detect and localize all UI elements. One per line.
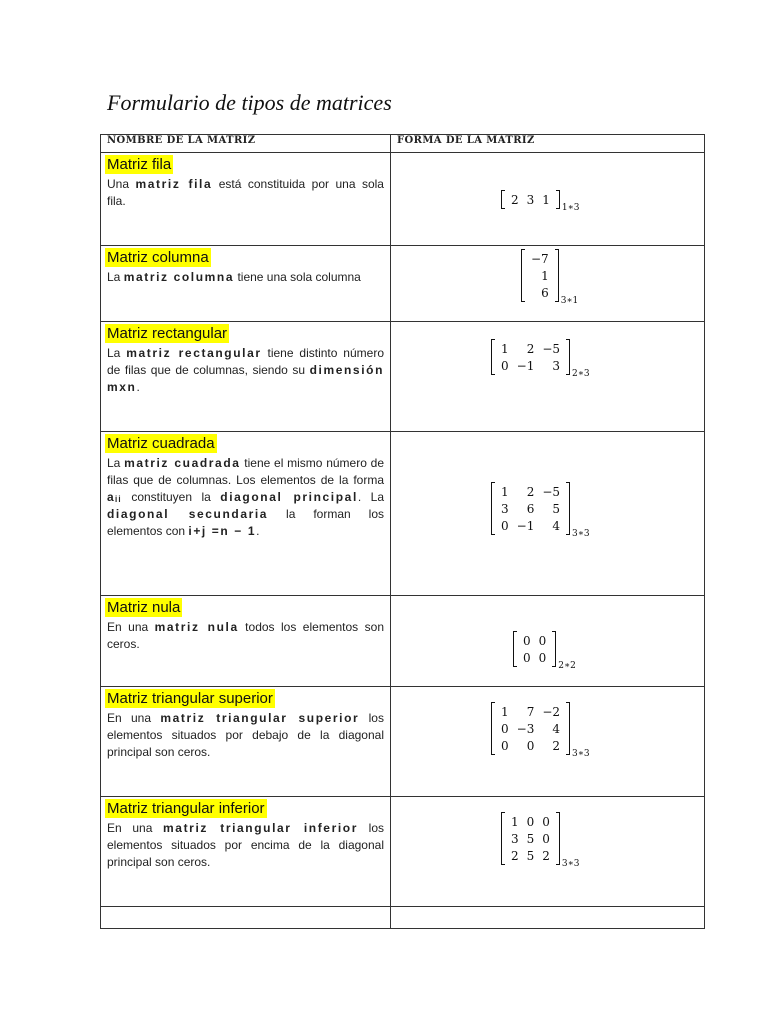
matrix-type-title: Matriz triangular superior: [107, 690, 273, 707]
matrix-element: −7: [531, 252, 549, 266]
matrix-expression: [491, 482, 590, 539]
description-text: todos los elementos son ceros.: [107, 620, 384, 651]
matrix-type-title: Matriz triangular inferior: [107, 800, 265, 817]
right-bracket: [566, 702, 570, 755]
matrix-element: 2: [552, 739, 561, 753]
table-row: [101, 687, 705, 797]
matrix-element: 1: [511, 815, 519, 829]
matrix-element: 1: [501, 342, 509, 356]
right-bracket: [556, 812, 560, 865]
matrix-element: 3: [511, 832, 519, 846]
matrix-element: −1: [516, 359, 535, 373]
matrix-form-cell: [391, 797, 705, 907]
right-bracket: [556, 190, 560, 209]
matrix-name-cell: [101, 797, 391, 907]
matrix-element: 3: [526, 193, 535, 207]
description-bold-term: matriz rectangular: [126, 346, 262, 360]
right-bracket: [555, 249, 559, 302]
matrix-name-cell: [101, 432, 391, 596]
table-row: [101, 432, 705, 596]
matrix-type-description: [107, 619, 384, 653]
description-text: .: [136, 380, 140, 394]
description-bold-term: matriz columna: [123, 270, 235, 284]
matrix-type-description: [107, 176, 384, 210]
matrix-dimension: 2∗3: [572, 369, 590, 379]
matrix-dimension: 3∗3: [572, 749, 590, 759]
right-bracket: [566, 482, 570, 535]
matrix-element: 0: [542, 815, 550, 829]
matrix-expression: [501, 812, 580, 869]
description-bold-term: matriz cuadrada: [124, 456, 241, 470]
matrix-type-title: Matriz columna: [107, 249, 209, 266]
description-bold-term: matriz fila: [135, 177, 213, 191]
matrix-expression: [513, 631, 576, 671]
description-bold-term: dimensión mxn: [107, 363, 384, 394]
matrix-type-title: Matriz fila: [107, 156, 172, 173]
matrix-element: −1: [516, 519, 535, 533]
matrix-element: 2: [511, 193, 519, 207]
table-row: [101, 153, 705, 246]
description-text: tiene una sola columna: [234, 270, 361, 284]
matrix-type-description: [107, 455, 384, 540]
header-matrix-form: FORMA DE LA MATRIZ: [391, 135, 705, 153]
matrix-element: 0: [526, 815, 535, 829]
description-bold-term: matriz triangular superior: [160, 711, 360, 725]
matrix-grid: [525, 251, 555, 302]
matrix-dimension: 3∗3: [572, 529, 590, 539]
matrix-element: 1: [501, 485, 509, 499]
matrix-form-cell: [391, 246, 705, 322]
matrix-grid: [495, 341, 566, 375]
description-text: La: [107, 346, 127, 360]
matrix-name-cell: [101, 153, 391, 246]
matrix-element: 4: [552, 519, 561, 533]
matrix-type-description: [107, 269, 384, 286]
matrix-type-title: Matriz nula: [107, 599, 181, 616]
description-text: En una: [107, 620, 155, 634]
matrix-element: 0: [523, 634, 531, 648]
matrix-element: 1: [501, 705, 509, 719]
matrix-name-cell: [101, 596, 391, 687]
matrix-grid: [495, 484, 566, 535]
matrix-element: 5: [526, 832, 535, 846]
description-bold-term: matriz nula: [154, 620, 239, 634]
description-text: la forman los elementos con: [107, 507, 385, 538]
empty-cell: [391, 907, 705, 929]
matrix-element: 4: [552, 722, 561, 736]
matrix-name-cell: [101, 687, 391, 797]
matrix-element: −2: [542, 705, 561, 719]
matrix-type-description: [107, 820, 384, 871]
description-text: los elementos situados por debajo de la diagonal principal son ceros.: [107, 711, 384, 759]
description-text: constituyen la: [121, 490, 221, 504]
table-row: [101, 596, 705, 687]
matrix-types-table: [100, 134, 705, 929]
table-header-row: [101, 135, 705, 153]
matrix-element: 2: [526, 485, 535, 499]
matrix-form-cell: [391, 153, 705, 246]
matrix-dimension: 2∗2: [558, 661, 576, 671]
document-title: Formulario de tipos de matrices: [107, 90, 392, 115]
matrix-element: 0: [501, 722, 509, 736]
matrix-element: 0: [501, 519, 509, 533]
matrix-element: 1: [541, 269, 549, 283]
table-row: [101, 322, 705, 432]
description-text: La: [107, 270, 124, 284]
matrix-element: 3: [552, 359, 561, 373]
matrix-expression: [501, 190, 580, 213]
description-text: tiene el mismo número de filas que de columnas. Los elementos de la forma: [107, 456, 384, 487]
matrix-element: 1: [542, 193, 550, 207]
description-text: En una: [107, 821, 164, 835]
empty-table-row: [101, 907, 705, 929]
matrix-type-title: Matriz cuadrada: [107, 435, 215, 452]
matrix-element: 2: [511, 849, 519, 863]
matrix-element: 0: [538, 634, 547, 648]
matrix-expression: [491, 339, 590, 379]
matrix-element: 0: [538, 651, 547, 665]
description-text: tiene distinto número de filas que de columnas, siendo su: [107, 346, 384, 377]
matrix-element: 0: [523, 651, 531, 665]
matrix-dimension: 1∗3: [561, 203, 580, 213]
description-bold-term: i+j =n − 1: [188, 524, 257, 538]
description-bold-term: diagonal secundaria: [107, 507, 269, 521]
matrix-type-description: [107, 710, 384, 761]
description-bold-term: matriz triangular inferior: [163, 821, 358, 835]
matrix-element: 3: [501, 502, 509, 516]
header-matrix-name: NOMBRE DE LA MATRIZ: [101, 135, 391, 153]
matrix-type-description: [107, 345, 384, 396]
matrix-element: 7: [526, 705, 535, 719]
matrix-element: 5: [552, 502, 561, 516]
description-text: está constituida por una sola fila.: [107, 177, 384, 208]
matrix-element: 2: [542, 849, 550, 863]
matrix-element: −5: [542, 342, 561, 356]
description-text: En una: [107, 711, 161, 725]
right-bracket: [566, 339, 570, 375]
matrix-dimension: 3∗3: [561, 859, 580, 869]
matrix-name-cell: [101, 246, 391, 322]
table-row: [101, 797, 705, 907]
matrix-element: 0: [501, 739, 509, 753]
matrix-grid: [495, 704, 566, 755]
matrix-name-cell: [101, 322, 391, 432]
right-bracket: [552, 631, 556, 667]
matrix-element: 0: [501, 359, 509, 373]
matrix-form-cell: [391, 322, 705, 432]
matrix-element: 0: [542, 832, 550, 846]
matrix-element: 0: [526, 739, 535, 753]
matrix-element: 2: [526, 342, 535, 356]
matrix-grid: [517, 633, 552, 667]
description-bold-term: diagonal principal: [220, 490, 358, 504]
description-text: .: [256, 524, 260, 538]
table-row: [101, 246, 705, 322]
matrix-expression: [521, 249, 579, 306]
matrix-dimension: 3∗1: [560, 296, 579, 306]
description-bold-term: aᵢᵢ: [107, 490, 122, 504]
description-text: . La: [357, 490, 385, 504]
matrix-expression: [491, 702, 590, 759]
matrix-form-cell: [391, 432, 705, 596]
matrix-form-cell: [391, 687, 705, 797]
empty-cell: [101, 907, 391, 929]
description-text: Una: [107, 177, 136, 191]
matrix-type-title: Matriz rectangular: [107, 325, 228, 342]
matrix-element: −3: [516, 722, 535, 736]
matrix-element: 6: [526, 502, 535, 516]
matrix-element: −5: [542, 485, 561, 499]
matrix-grid: [505, 192, 556, 209]
matrix-grid: [505, 814, 556, 865]
matrix-element: 5: [526, 849, 535, 863]
description-text: los elementos situados por encima de la diagonal principal son ceros.: [107, 821, 384, 869]
matrix-element: 6: [541, 286, 549, 300]
description-text: La: [107, 456, 125, 470]
matrix-form-cell: [391, 596, 705, 687]
